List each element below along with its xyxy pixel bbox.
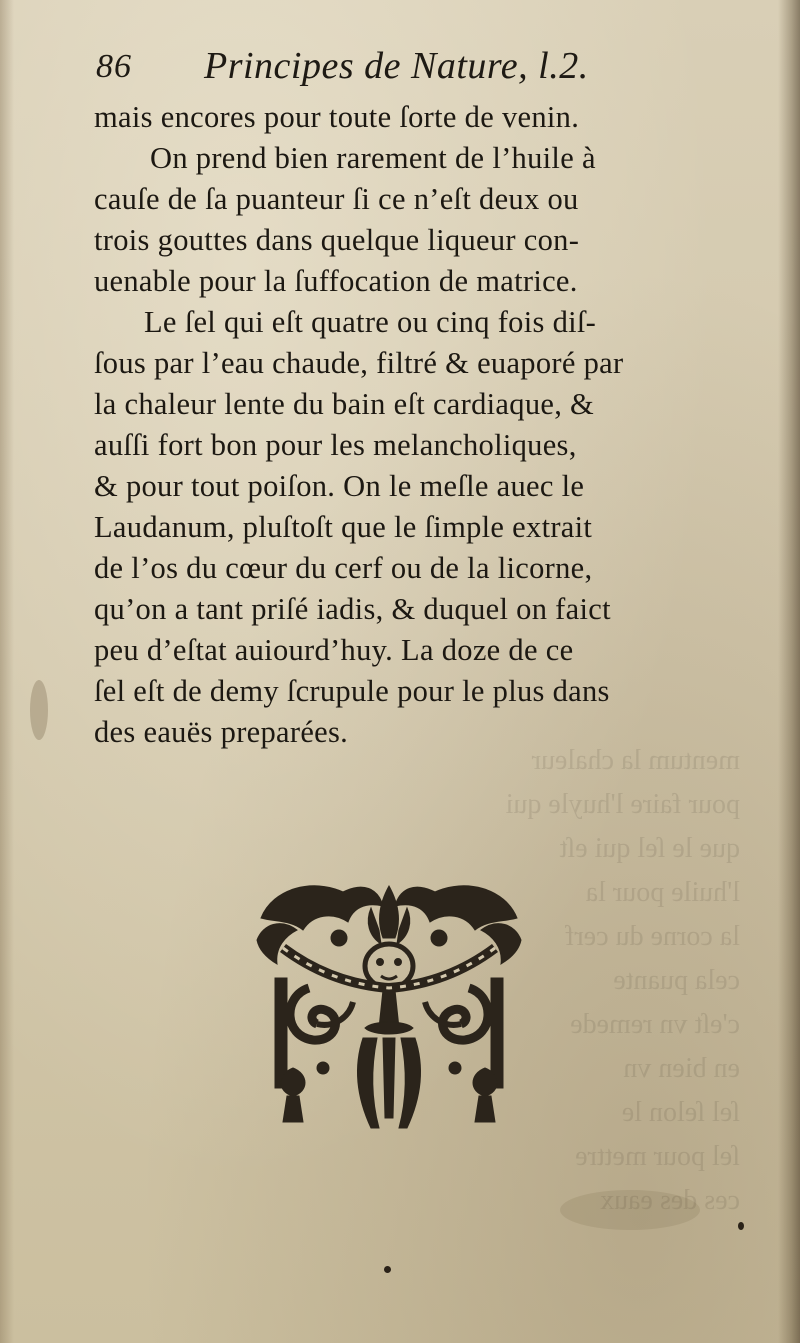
fleuron-ornament-icon bbox=[253, 878, 525, 1140]
text-line: & pour tout poiſon. On le meſle auec le bbox=[94, 469, 585, 503]
paper-stain bbox=[30, 680, 48, 740]
text-line: cauſe de ſa puanteur ſi ce n’eſt deux ou bbox=[94, 182, 579, 216]
text-line: ſous par l’eau chaude, filtré & euaporé par bbox=[94, 346, 624, 380]
ink-speck bbox=[384, 1266, 391, 1273]
text-line: trois gouttes dans quelque liqueur con- bbox=[94, 223, 580, 257]
text-line: Laudanum, pluſtoſt que le ſimple extrait bbox=[94, 510, 593, 544]
ink-speck bbox=[738, 1222, 744, 1230]
page-header bbox=[92, 44, 712, 94]
paper-stain bbox=[560, 1190, 700, 1230]
text-line: auſſi fort bon pour les melancholiques, bbox=[94, 428, 577, 462]
text-line: Le ſel qui eſt quatre ou cinq fois diſ- bbox=[144, 305, 597, 339]
text-line: mais encores pour toute ſorte de venin. bbox=[94, 100, 580, 134]
text-line: des eauës preparées. bbox=[94, 715, 349, 749]
reverse-side-show-through: mentum la chaleur pour faire l'huyle qui que le ſel qui eſt l'huile pour la la corne du cerf cela puante c'eſt vn remede en bien vn ſel ſelon le ſel pour mettre ces des eaux bbox=[505, 745, 740, 1216]
text-line: On prend bien rarement de l’huile à bbox=[150, 141, 596, 175]
text-line: la chaleur lente du bain eſt cardiaque, & bbox=[94, 387, 595, 421]
running-title: Principes de Nature, l.2. bbox=[204, 45, 589, 87]
text-line: peu d’eſtat auiourd’huy. La doze de ce bbox=[94, 633, 574, 667]
page-number: 86 bbox=[96, 48, 132, 85]
page-left-edge-shadow bbox=[0, 0, 14, 1343]
text-line: uenable pour la ſuffocation de matrice. bbox=[94, 264, 578, 298]
text-line: de l’os du cœur du cerf ou de la licorne, bbox=[94, 551, 593, 585]
text-line: qu’on a tant priſé iadis, & duquel on faict bbox=[94, 592, 611, 626]
page-right-edge-shadow bbox=[778, 0, 800, 1343]
text-line: ſel eſt de demy ſcrupule pour le plus dans bbox=[94, 674, 610, 708]
